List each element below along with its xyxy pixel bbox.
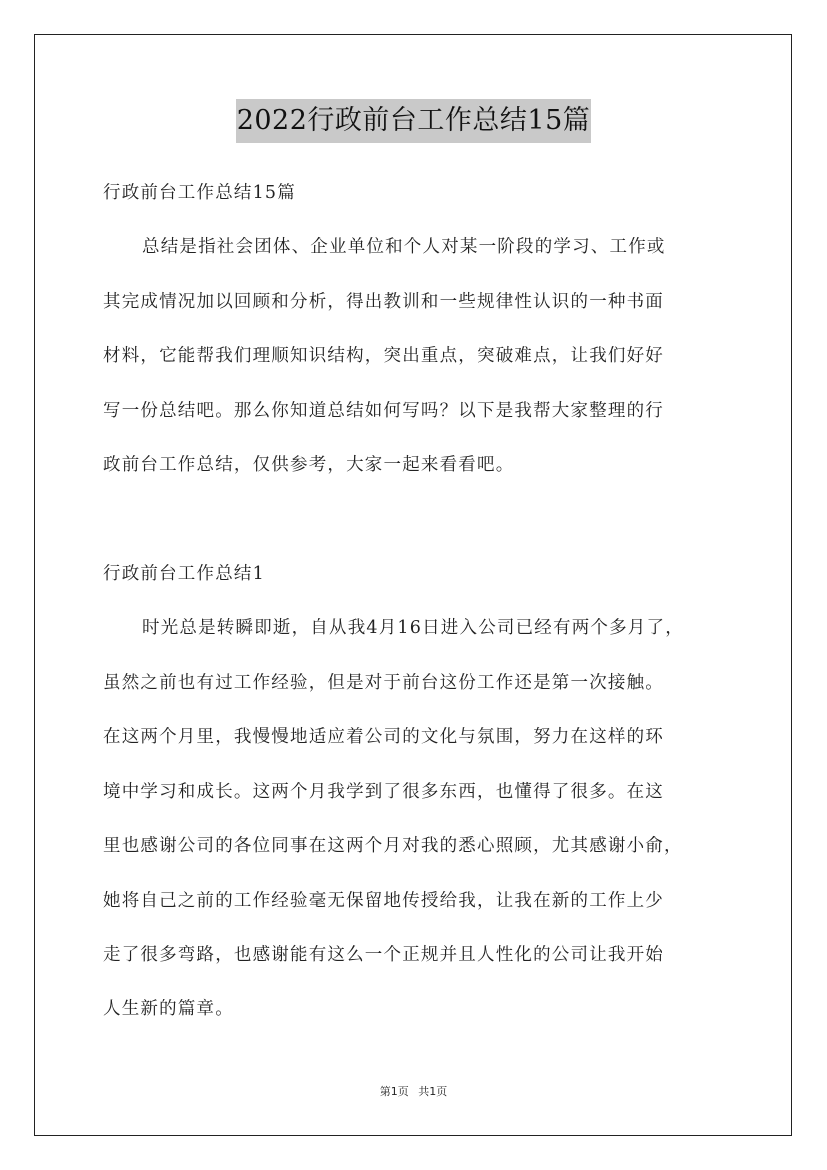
page-footer — [0, 1083, 827, 1099]
section1-line-6: 她将自己之前的工作经验毫无保留地传授给我，让我在新的工作上少 — [103, 891, 664, 911]
section1-line-2: 虽然之前也有过工作经验，但是对于前台这份工作还是第一次接触。 — [103, 673, 664, 693]
intro-line-4: 写一份总结吧。那么你知道总结如何写吗？以下是我帮大家整理的行 — [103, 401, 664, 421]
section1-line-3: 在这两个月里，我慢慢地适应着公司的文化与氛围，努力在这样的环 — [103, 727, 664, 747]
section1-line-4: 境中学习和成长。这两个月我学到了很多东西，也懂得了很多。在这 — [103, 782, 664, 802]
intro-line-5: 政前台工作总结，仅供参考，大家一起来看看吧。 — [103, 455, 515, 475]
title-container — [0, 99, 827, 143]
section1-line-8: 人生新的篇章。 — [103, 999, 234, 1019]
section1-line-1: 时光总是转瞬即逝，自从我4月16日进入公司已经有两个多月了， — [142, 618, 684, 638]
intro-line-3: 材料，它能帮我们理顺知识结构，突出重点，突破难点，让我们好好 — [103, 346, 664, 366]
page-number: 第1页 — [379, 1085, 409, 1098]
page-total: 共1页 — [418, 1085, 448, 1098]
section1-heading: 行政前台工作总结1 — [103, 564, 265, 584]
section1-line-5: 里也感谢公司的各位同事在这两个月对我的悉心照顾，尤其感谢小俞， — [103, 836, 683, 856]
document-title: 2022行政前台工作总结15篇 — [236, 99, 592, 143]
document-subtitle: 行政前台工作总结15篇 — [103, 183, 296, 203]
intro-line-1: 总结是指社会团体、企业单位和个人对某一阶段的学习、工作或 — [142, 237, 666, 257]
section1-line-7: 走了很多弯路，也感谢能有这么一个正规并且人性化的公司让我开始 — [103, 945, 664, 965]
intro-line-2: 其完成情况加以回顾和分析，得出教训和一些规律性认识的一种书面 — [103, 292, 664, 312]
